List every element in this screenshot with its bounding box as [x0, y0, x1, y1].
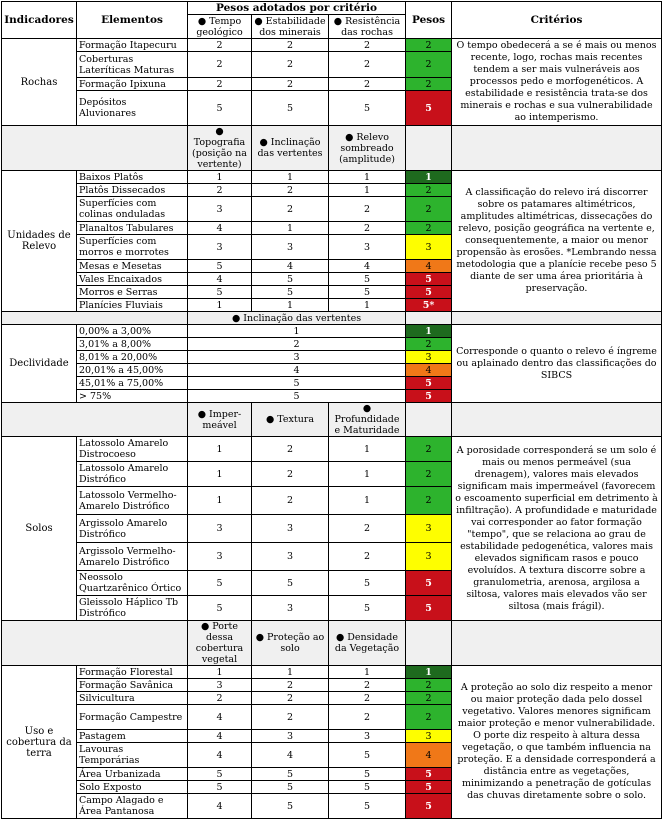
declividade-subheader-blank-pesos	[406, 312, 452, 325]
relevo-weight-c: 5	[329, 286, 406, 299]
relevo-weight-b: 1	[252, 171, 329, 184]
solos-subheader-row	[2, 403, 662, 437]
uso-weight-b: 1	[252, 666, 329, 679]
relevo-element: Vales Encaixados	[77, 273, 188, 286]
relevo-element: Superfícies com morros e morrotes	[77, 235, 188, 260]
declividade-element: 45,01% a 75,00%	[77, 377, 188, 390]
solos-criterion-1: ● Imper-meável	[188, 403, 252, 437]
uso-weight-b: 4	[252, 743, 329, 768]
declividade-criterion-1: ● Inclinação das vertentes	[188, 312, 406, 325]
relevo-weight-c: 5	[329, 273, 406, 286]
declividade-subheader-row	[2, 312, 662, 325]
declividade-weight-a: 4	[188, 364, 406, 377]
uso-peso-badge: 2	[406, 679, 452, 692]
solos-weight-b: 3	[252, 543, 329, 571]
uso-weight-c: 5	[329, 794, 406, 819]
solos-peso-badge: 2	[406, 437, 452, 462]
uso-weight-b: 3	[252, 730, 329, 743]
solos-peso-badge: 5	[406, 596, 452, 621]
relevo-element: Planaltos Tabulares	[77, 222, 188, 235]
uso-weight-a: 4	[188, 794, 252, 819]
relevo-criterion-1: ● Topografia (posição na vertente)	[188, 126, 252, 171]
uso-weight-a: 4	[188, 730, 252, 743]
relevo-element: Planícies Fluviais	[77, 299, 188, 312]
header-tempo-geologico: ● Tempo geológico	[188, 15, 252, 39]
uso-peso-badge: 5	[406, 794, 452, 819]
relevo-weight-b: 1	[252, 299, 329, 312]
declividade-peso-badge: 3	[406, 351, 452, 364]
relevo-peso-badge: 2	[406, 197, 452, 222]
relevo-weight-b: 5	[252, 273, 329, 286]
uso-weight-a: 1	[188, 666, 252, 679]
relevo-subheader-blank	[2, 126, 188, 171]
uso-criterion-1: ● Porte dessa cobertura vegetal	[188, 621, 252, 666]
solos-element: Argissolo Amarelo Distrófico	[77, 515, 188, 543]
relevo-weight-a: 1	[188, 299, 252, 312]
relevo-peso-badge: 5	[406, 286, 452, 299]
solos-criteria-text: A porosidade corresponderá se um solo é mais ou menos permeável (sua drenagem), valores mais elevados significam mais impermeável (favorecem o escoamento superficial em detrimento à infiltração). A profundidade e maturidade vai corresponder ao fator formação "tempo", que se relaciona ao grau de estabilidade pedogenética, valores mais elevados significam rasos e pouco evoluídos. A textura discorre sobre a granulometria, arenosa, argilosa a siltosa, valores mais elevados vão ser siltosa (mais frágil).	[452, 437, 662, 621]
solos-weight-b: 2	[252, 437, 329, 462]
relevo-weight-c: 3	[329, 235, 406, 260]
declividade-peso-badge: 1	[406, 325, 452, 338]
declividade-element: 3,01% a 8,00%	[77, 338, 188, 351]
uso-weight-c: 2	[329, 705, 406, 730]
uso-weight-a: 5	[188, 781, 252, 794]
relevo-criteria-text: A classificação do relevo irá discorrer sobre os patamares altimétricos, amplitudes altimétricas, dissecações do relevo, posição geográfica na vertente e, consequentemente, a maior ou menor propensão às erosões. *Lembrando nessa metodologia que a planície recebe peso 5 diante de ser uma área prioritária à preservação.	[452, 171, 662, 312]
header-resistencia: ● Resistência das rochas	[329, 15, 406, 39]
rochas-weight-c: 2	[329, 39, 406, 52]
relevo-subheader-blank-pesos	[406, 126, 452, 171]
relevo-weight-a: 5	[188, 260, 252, 273]
uso-element: Formação Campestre	[77, 705, 188, 730]
uso-element: Lavouras Temporárias	[77, 743, 188, 768]
solos-subheader-blank	[2, 403, 188, 437]
relevo-weight-c: 1	[329, 184, 406, 197]
uso-row	[2, 666, 662, 679]
header-criterios: Critérios	[452, 2, 662, 39]
uso-peso-badge: 3	[406, 730, 452, 743]
uso-weight-b: 5	[252, 781, 329, 794]
uso-peso-badge: 5	[406, 781, 452, 794]
uso-element: Formação Florestal	[77, 666, 188, 679]
relevo-peso-badge: 1	[406, 171, 452, 184]
rochas-element: Depósitos Aluvionares	[77, 91, 188, 126]
relevo-peso-badge: 4	[406, 260, 452, 273]
uso-element: Solo Exposto	[77, 781, 188, 794]
declividade-indicator: Declividade	[2, 325, 77, 403]
rochas-weight-a: 2	[188, 52, 252, 78]
solos-weight-b: 2	[252, 487, 329, 515]
solos-weight-c: 2	[329, 543, 406, 571]
uso-peso-badge: 1	[406, 666, 452, 679]
uso-subheader-blank	[2, 621, 188, 666]
rochas-weight-a: 5	[188, 91, 252, 126]
uso-weight-b: 2	[252, 705, 329, 730]
uso-weight-b: 5	[252, 794, 329, 819]
solos-weight-c: 1	[329, 487, 406, 515]
relevo-element: Mesas e Mesetas	[77, 260, 188, 273]
rochas-element: Coberturas Lateríticas Maturas	[77, 52, 188, 78]
uso-weight-b: 2	[252, 692, 329, 705]
relevo-weight-a: 1	[188, 171, 252, 184]
uso-subheader-blank-pesos	[406, 621, 452, 666]
rochas-criteria-text: O tempo obedecerá a se é mais ou menos recente, logo, rochas mais recentes tendem a ser mais vulneráveis aos processos pedo e morfogenéticos. A estabilidade e resistência trata-se dos minerais e rochas e sua vulnerabilidade ao intemperismo.	[452, 39, 662, 126]
relevo-weight-b: 4	[252, 260, 329, 273]
relevo-weight-c: 2	[329, 197, 406, 222]
declividade-weight-a: 1	[188, 325, 406, 338]
uso-subheader-row	[2, 621, 662, 666]
rochas-weight-c: 5	[329, 91, 406, 126]
rochas-element: Formação Itapecuru	[77, 39, 188, 52]
rochas-peso-badge: 2	[406, 39, 452, 52]
rochas-peso-badge: 5	[406, 91, 452, 126]
uso-peso-badge: 4	[406, 743, 452, 768]
solos-weight-a: 5	[188, 571, 252, 596]
relevo-weight-a: 5	[188, 286, 252, 299]
declividade-peso-badge: 2	[406, 338, 452, 351]
rochas-peso-badge: 2	[406, 78, 452, 91]
solos-row	[2, 437, 662, 462]
relevo-weight-b: 1	[252, 222, 329, 235]
relevo-row	[2, 171, 662, 184]
relevo-indicator: Unidades de Relevo	[2, 171, 77, 312]
relevo-element: Baixos Platôs	[77, 171, 188, 184]
rochas-weight-c: 2	[329, 52, 406, 78]
relevo-weight-a: 4	[188, 273, 252, 286]
rochas-weight-b: 2	[252, 78, 329, 91]
relevo-peso-badge: 3	[406, 235, 452, 260]
uso-weight-c: 1	[329, 666, 406, 679]
uso-weight-a: 4	[188, 743, 252, 768]
uso-weight-c: 5	[329, 781, 406, 794]
uso-weight-b: 5	[252, 768, 329, 781]
rochas-weight-b: 5	[252, 91, 329, 126]
declividade-row	[2, 325, 662, 338]
uso-element: Pastagem	[77, 730, 188, 743]
relevo-criterion-2: ● Inclinação das vertentes	[252, 126, 329, 171]
solos-subheader-blank-pesos	[406, 403, 452, 437]
solos-weight-c: 2	[329, 515, 406, 543]
solos-weight-b: 2	[252, 462, 329, 487]
uso-peso-badge: 2	[406, 705, 452, 730]
relevo-criterion-3: ● Relevo sombreado (amplitude)	[329, 126, 406, 171]
relevo-weight-b: 2	[252, 197, 329, 222]
declividade-weight-a: 5	[188, 377, 406, 390]
solos-weight-a: 1	[188, 437, 252, 462]
solos-weight-a: 3	[188, 543, 252, 571]
relevo-weight-c: 2	[329, 222, 406, 235]
uso-element: Silvicultura	[77, 692, 188, 705]
solos-element: Latossolo Amarelo Distrocoeso	[77, 437, 188, 462]
solos-weight-a: 1	[188, 487, 252, 515]
solos-weight-c: 5	[329, 596, 406, 621]
relevo-peso-badge: 2	[406, 222, 452, 235]
uso-peso-badge: 2	[406, 692, 452, 705]
solos-subheader-blank-crit	[452, 403, 662, 437]
uso-weight-c: 3	[329, 730, 406, 743]
solos-weight-a: 1	[188, 462, 252, 487]
rochas-weight-a: 2	[188, 39, 252, 52]
uso-subheader-blank-crit	[452, 621, 662, 666]
uso-weight-a: 2	[188, 692, 252, 705]
vulnerability-table	[1, 1, 662, 819]
solos-element: Gleissolo Háplico Tb Distrófico	[77, 596, 188, 621]
declividade-subheader-blank-crit	[452, 312, 662, 325]
relevo-weight-b: 5	[252, 286, 329, 299]
relevo-weight-c: 4	[329, 260, 406, 273]
solos-weight-a: 3	[188, 515, 252, 543]
relevo-weight-a: 3	[188, 235, 252, 260]
uso-element: Área Urbanizada	[77, 768, 188, 781]
declividade-peso-badge: 4	[406, 364, 452, 377]
declividade-element: 20,01% a 45,00%	[77, 364, 188, 377]
uso-criterion-2: ● Proteção ao solo	[252, 621, 329, 666]
solos-weight-a: 5	[188, 596, 252, 621]
declividade-element: > 75%	[77, 390, 188, 403]
rochas-indicator: Rochas	[2, 39, 77, 126]
relevo-peso-badge: 2	[406, 184, 452, 197]
uso-weight-a: 4	[188, 705, 252, 730]
solos-weight-b: 3	[252, 596, 329, 621]
solos-weight-c: 5	[329, 571, 406, 596]
declividade-subheader-blank	[2, 312, 188, 325]
relevo-weight-c: 1	[329, 171, 406, 184]
relevo-subheader-blank-crit	[452, 126, 662, 171]
uso-indicator: Uso e cobertura da terra	[2, 666, 77, 819]
header-pesos: Pesos	[406, 2, 452, 39]
uso-element: Formação Savânica	[77, 679, 188, 692]
solos-element: Argissolo Vermelho-Amarelo Distrófico	[77, 543, 188, 571]
relevo-weight-a: 3	[188, 197, 252, 222]
relevo-element: Platôs Dissecados	[77, 184, 188, 197]
rochas-row	[2, 39, 662, 52]
declividade-weight-a: 3	[188, 351, 406, 364]
uso-peso-badge: 5	[406, 768, 452, 781]
solos-element: Latossolo Amarelo Distrófico	[77, 462, 188, 487]
relevo-weight-a: 2	[188, 184, 252, 197]
solos-peso-badge: 5	[406, 571, 452, 596]
solos-criterion-2: ● Textura	[252, 403, 329, 437]
header-estabilidade: ● Estabilidade dos minerais	[252, 15, 329, 39]
rochas-weight-a: 2	[188, 78, 252, 91]
relevo-peso-badge: 5	[406, 273, 452, 286]
solos-criterion-3: ● Profundidade e Maturidade	[329, 403, 406, 437]
uso-criteria-text: A proteção ao solo diz respeito a menor ou maior proteção dada pelo dossel vegetativo. Valores menores significam maior proteção e menor vulnerabilidade. O porte diz respeito à altura dessa vegetação, o que também influencia na proteção. E a densidade corresponderá a distância entre as vegetações, minimizando a penetração de gotículas das chuvas diretamente sobre o solo.	[452, 666, 662, 819]
declividade-element: 8,01% a 20,00%	[77, 351, 188, 364]
rochas-weight-b: 2	[252, 39, 329, 52]
rochas-peso-badge: 2	[406, 52, 452, 78]
rochas-weight-c: 2	[329, 78, 406, 91]
uso-weight-a: 5	[188, 768, 252, 781]
relevo-peso-badge: 5*	[406, 299, 452, 312]
solos-weight-b: 3	[252, 515, 329, 543]
declividade-element: 0,00% a 3,00%	[77, 325, 188, 338]
declividade-weight-a: 5	[188, 390, 406, 403]
solos-weight-c: 1	[329, 437, 406, 462]
header-pesos-criterio: Pesos adotados por critério	[188, 2, 406, 15]
solos-peso-badge: 2	[406, 462, 452, 487]
relevo-weight-a: 4	[188, 222, 252, 235]
declividade-peso-badge: 5	[406, 377, 452, 390]
relevo-weight-b: 3	[252, 235, 329, 260]
uso-element: Campo Alagado e Área Pantanosa	[77, 794, 188, 819]
uso-weight-c: 5	[329, 768, 406, 781]
solos-weight-c: 1	[329, 462, 406, 487]
relevo-element: Superfícies com colinas onduladas	[77, 197, 188, 222]
rochas-element: Formação Ipixuna	[77, 78, 188, 91]
rochas-weight-b: 2	[252, 52, 329, 78]
uso-weight-c: 5	[329, 743, 406, 768]
solos-indicator: Solos	[2, 437, 77, 621]
relevo-element: Morros e Serras	[77, 286, 188, 299]
solos-peso-badge: 2	[406, 487, 452, 515]
declividade-criteria-text: Corresponde o quanto o relevo é íngreme ou aplainado dentro das classificações do SIBCS	[452, 325, 662, 403]
header-elementos: Elementos	[77, 2, 188, 39]
solos-element: Neossolo Quartzarênico Órtico	[77, 571, 188, 596]
uso-criterion-3: ● Densidade da Vegetação	[329, 621, 406, 666]
relevo-weight-b: 2	[252, 184, 329, 197]
solos-peso-badge: 3	[406, 515, 452, 543]
uso-weight-a: 3	[188, 679, 252, 692]
solos-peso-badge: 3	[406, 543, 452, 571]
header-indicadores: Indicadores	[2, 2, 77, 39]
relevo-weight-c: 1	[329, 299, 406, 312]
solos-weight-b: 5	[252, 571, 329, 596]
declividade-peso-badge: 5	[406, 390, 452, 403]
uso-weight-b: 2	[252, 679, 329, 692]
solos-element: Latossolo Vermelho-Amarelo Distrófico	[77, 487, 188, 515]
declividade-weight-a: 2	[188, 338, 406, 351]
uso-weight-c: 2	[329, 692, 406, 705]
relevo-subheader-row	[2, 126, 662, 171]
uso-weight-c: 2	[329, 679, 406, 692]
